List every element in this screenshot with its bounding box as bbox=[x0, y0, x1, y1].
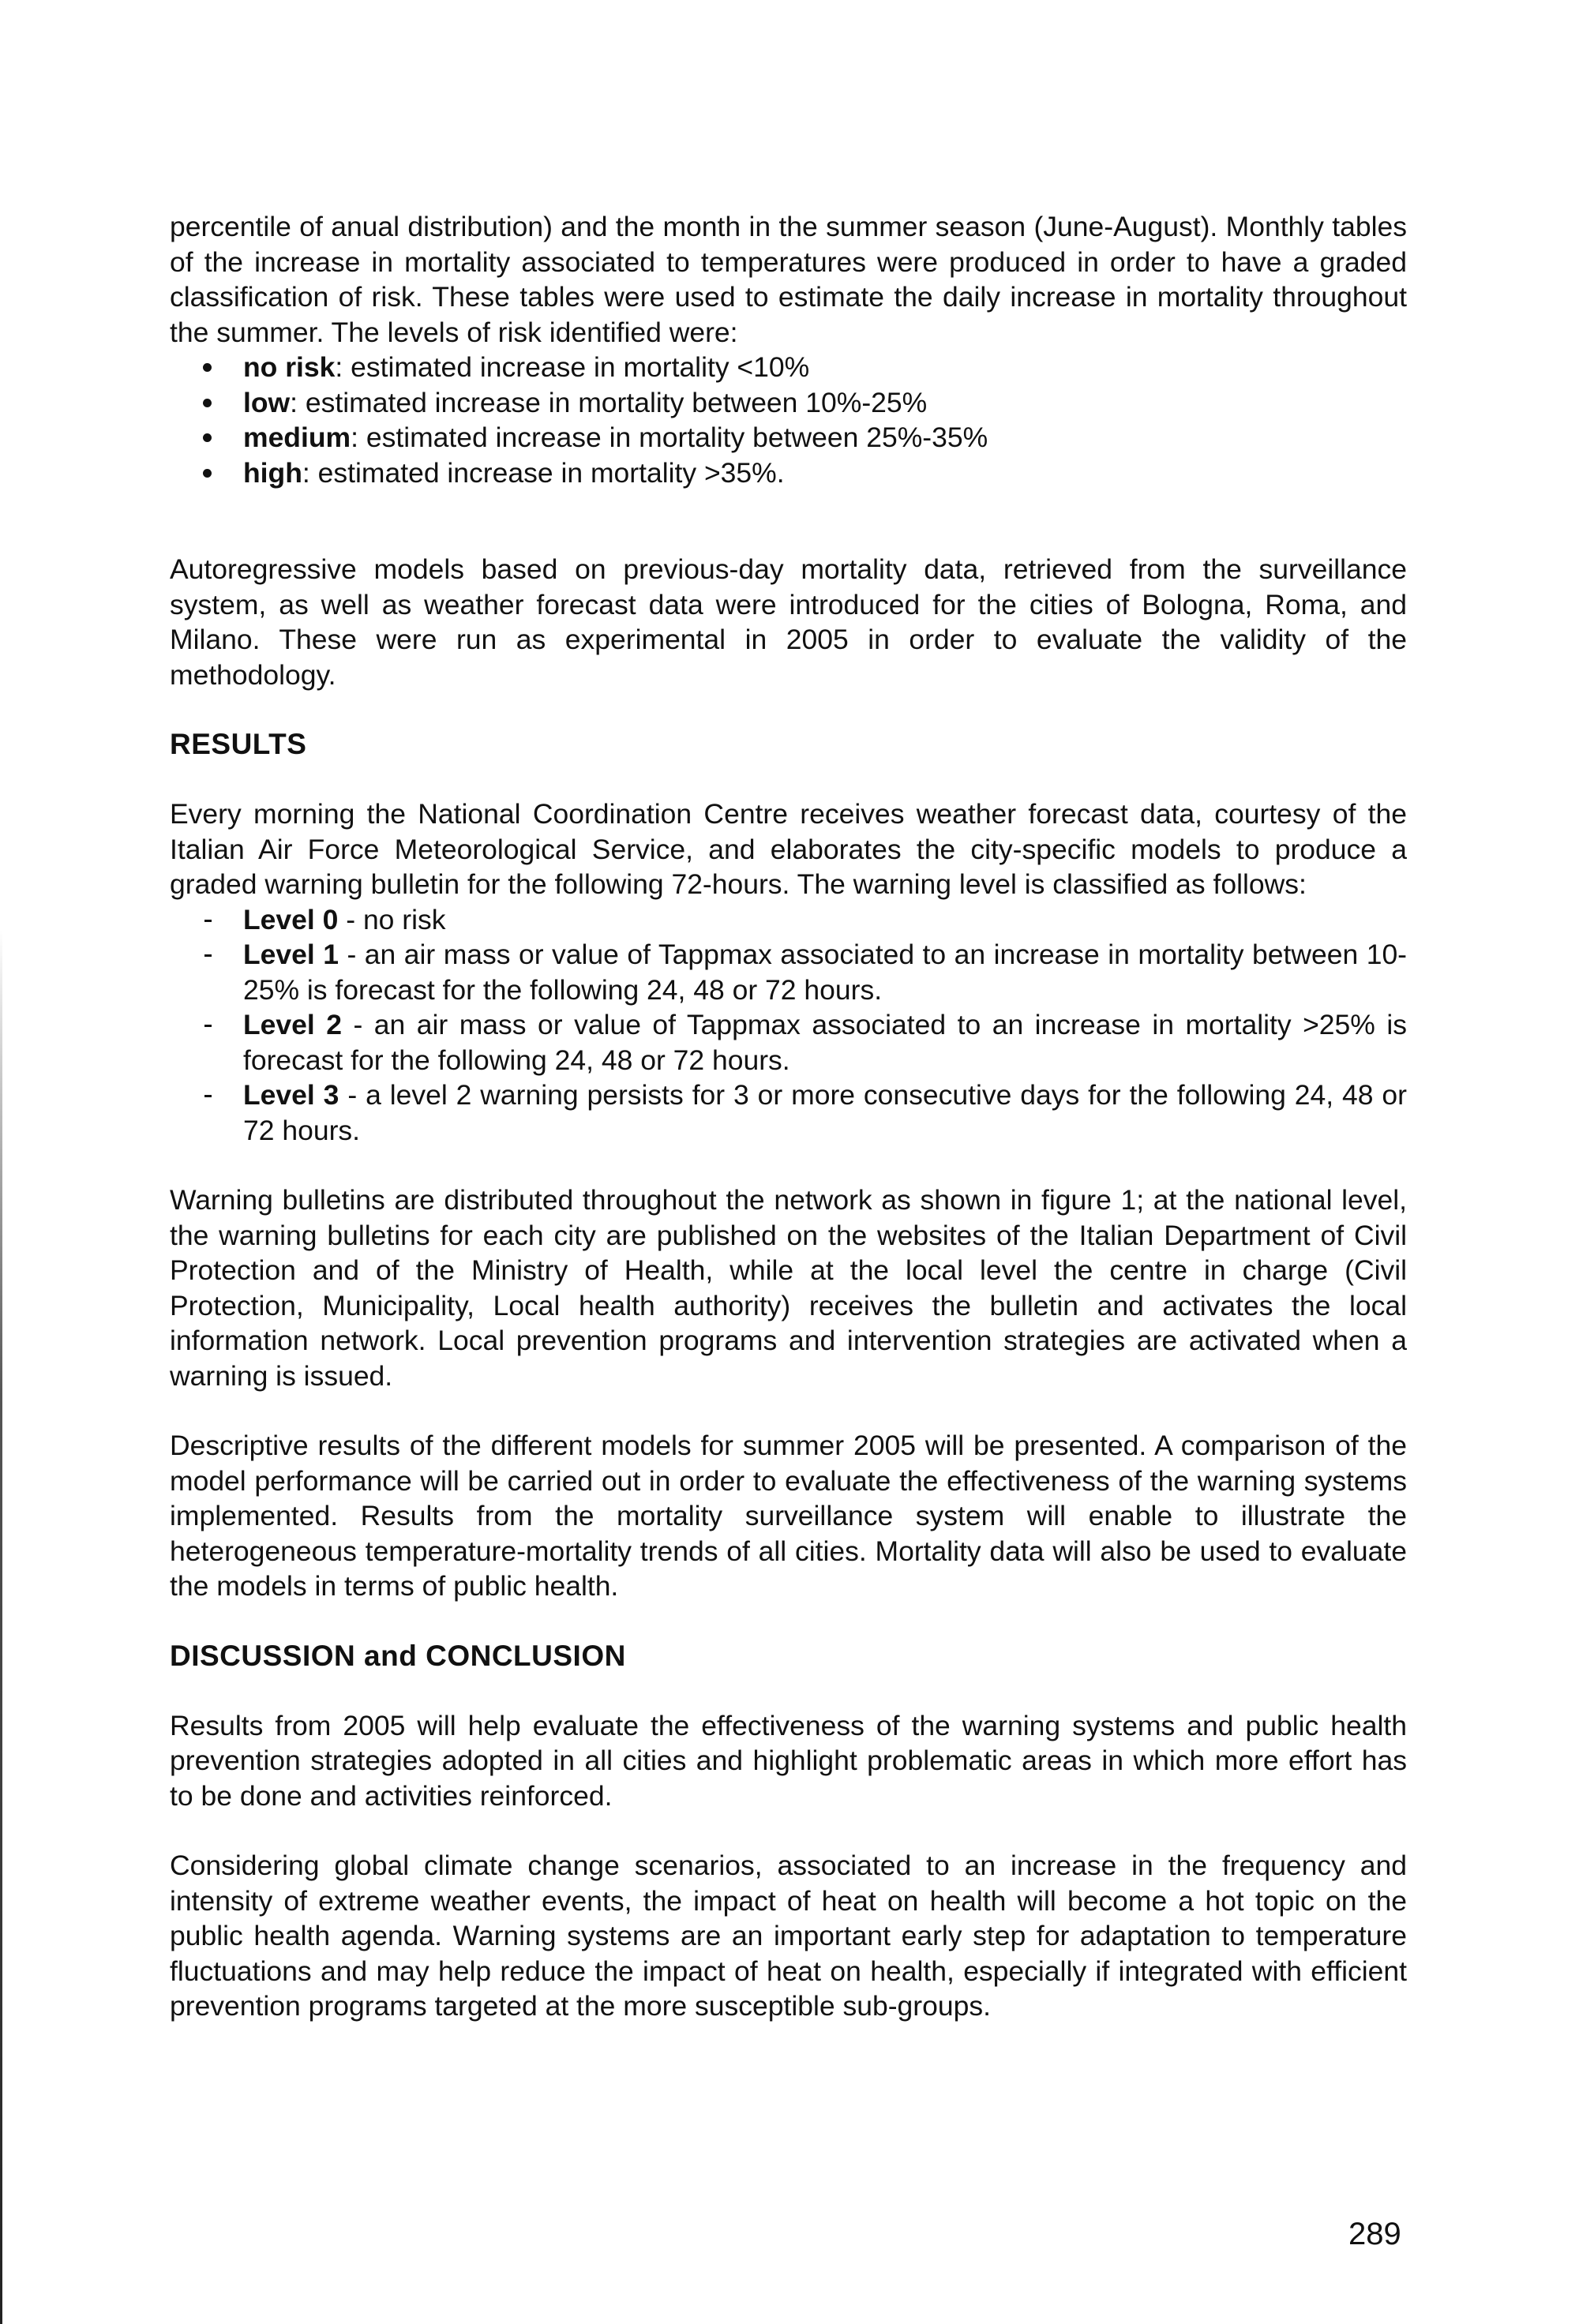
risk-term: low bbox=[243, 386, 291, 418]
results-paragraph-2: Warning bulletins are distributed throughout the network as shown in figure 1; at the national level, the warning bulletins for each city are published on the websites of the Italian Department of Civil Protection and of the Ministry of Health, while at the local level the centre in charge (Civil Protection, Municipality, Local health authority) receives the bulletin and activates the local information network. Local prevention programs and intervention strategies are activated when a warning is issued. bbox=[170, 1184, 1407, 1392]
bullet-icon bbox=[203, 469, 212, 478]
discussion-paragraph-2: Considering global climate change scenarios, associated to an increase in the frequency and intensity of extreme weather events, the impact of heat on health will become a hot topic on the public health agenda. Warning systems are an important early step for adaptation to temperature fluctuations and may help reduce the impact of heat on health, especially if integrated with efficient prevention programs targeted at the more susceptible sub-groups. bbox=[170, 1850, 1407, 2022]
results-paragraph-3: Descriptive results of the different models for summer 2005 will be presented. A comparison of the model performance will be carried out in order to evaluate the effectiveness of the warning systems implemented. Results from the mortality surveillance system will enable to illustrate the heterogeneous temperature-mortality trends of all cities. Mortality data will also be used to evaluate the models in terms of public health. bbox=[170, 1430, 1407, 1602]
results-paragraph-1: Every morning the National Coordination Centre receives weather forecast data, courtesy of the Italian Air Force Meteorological Service, and elaborates the city-specific models to produce a graded warning bulletin for the following 72-hours. The warning level is classified as follows: bbox=[170, 798, 1407, 900]
warning-description: - no risk bbox=[338, 903, 446, 935]
spacer bbox=[170, 762, 1407, 797]
scan-edge-shadow bbox=[0, 0, 2, 2324]
dash-icon bbox=[204, 954, 212, 957]
risk-description: : estimated increase in mortality between 25%-35% bbox=[351, 422, 988, 453]
risk-level-item bbox=[170, 420, 1407, 455]
warning-level-item bbox=[170, 1078, 1407, 1148]
bullet-icon bbox=[203, 399, 212, 407]
results-heading: RESULTS bbox=[170, 728, 307, 760]
risk-level-item bbox=[170, 385, 1407, 421]
warning-description: - an air mass or value of Tappmax associated to an increase in mortality >25% is forecast for the following 24, 48 or 72 hours. bbox=[243, 1009, 1407, 1076]
risk-description: : estimated increase in mortality between 10%-25% bbox=[290, 386, 928, 418]
risk-level-item bbox=[170, 350, 1407, 385]
warning-term: Level 3 bbox=[243, 1079, 339, 1111]
warning-level-item bbox=[170, 902, 1407, 938]
autoregressive-paragraph: Autoregressive models based on previous-day mortality data, retrieved from the surveillance system, as well as weather forecast data were introduced for the cities of Bologna, Roma, and Milano. These were run as experimental in 2005 in order to evaluate the validity of the methodology. bbox=[170, 553, 1407, 691]
intro-paragraph: percentile of anual distribution) and the month in the summer season (June-August). Monthly tables of the increase in mortality associated to temperatures were produced in order to have a graded classification of risk. These tables were used to estimate the daily increase in mortality throughout the summer. The levels of risk identified were: bbox=[170, 211, 1407, 348]
bullet-icon bbox=[203, 433, 212, 442]
dash-icon bbox=[204, 920, 212, 922]
risk-level-item bbox=[170, 455, 1407, 491]
spacer bbox=[170, 692, 1407, 727]
spacer bbox=[170, 1604, 1407, 1639]
spacer bbox=[170, 490, 1407, 552]
document-page bbox=[170, 209, 1407, 2024]
warning-term: Level 1 bbox=[243, 939, 339, 970]
spacer bbox=[170, 1148, 1407, 1183]
page-number: 289 bbox=[1348, 2217, 1401, 2251]
warning-term: Level 2 bbox=[243, 1009, 343, 1040]
risk-description: : estimated increase in mortality >35%. bbox=[302, 456, 785, 489]
warning-level-item bbox=[170, 1007, 1407, 1078]
risk-levels-list bbox=[170, 350, 1407, 490]
warning-description: - a level 2 warning persists for 3 or more consecutive days for the following 24, 48 or 72 hours. bbox=[243, 1079, 1408, 1146]
warning-term: Level 0 bbox=[243, 903, 339, 935]
discussion-heading: DISCUSSION and CONCLUSION bbox=[170, 1639, 626, 1672]
spacer bbox=[170, 1393, 1407, 1428]
warning-level-item bbox=[170, 937, 1407, 1007]
bullet-icon bbox=[203, 363, 212, 372]
risk-term: no risk bbox=[243, 351, 336, 383]
dash-icon bbox=[204, 1095, 212, 1097]
discussion-paragraph-1: Results from 2005 will help evaluate the effectiveness of the warning systems and public health prevention strategies adopted in all cities and highlight problematic areas in which more effort has to be done and activities reinforced. bbox=[170, 1709, 1407, 1812]
risk-term: high bbox=[243, 456, 302, 489]
spacer bbox=[170, 1674, 1407, 1708]
spacer bbox=[170, 1813, 1407, 1848]
dash-icon bbox=[204, 1025, 212, 1027]
risk-description: : estimated increase in mortality <10% bbox=[335, 351, 810, 383]
warning-description: - an air mass or value of Tappmax associated to an increase in mortality between 10-25% is forecast for the following 24, 48 or 72 hours. bbox=[243, 939, 1408, 1006]
warning-levels-list bbox=[170, 902, 1407, 1149]
risk-term: medium bbox=[243, 422, 351, 453]
